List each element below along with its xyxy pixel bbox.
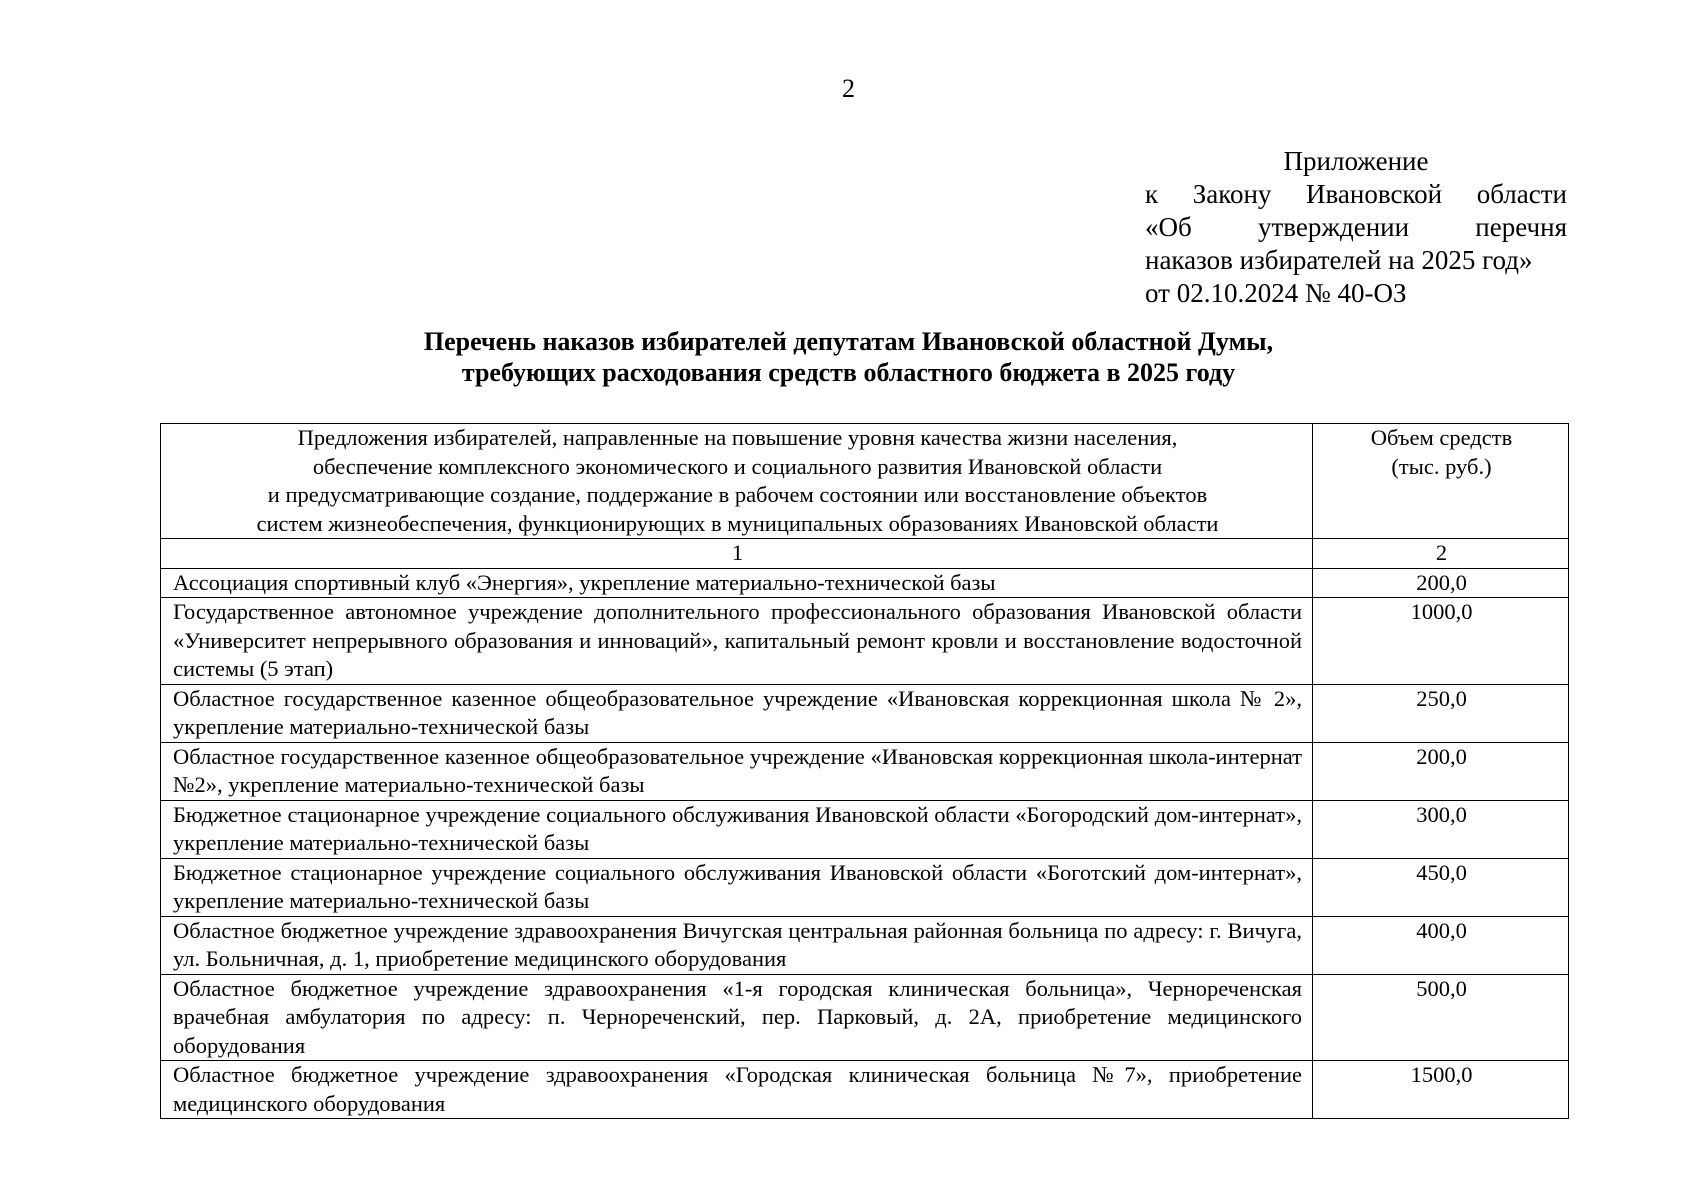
table-row <box>161 858 1569 916</box>
order-description: Бюджетное стационарное учреждение социального обслуживания Ивановской области «Богородский дом-интернат», укрепление материально-технической базы <box>161 800 1313 858</box>
order-description: Государственное автономное учреждение дополнительного профессионального образования Ивановской области «Университет непрерывного образования и инноваций», капитальный ремонт кровли и восстановление водосточной системы (5 этап) <box>161 598 1313 685</box>
column-number-2: 2 <box>1313 539 1569 569</box>
order-description: Ассоциация спортивный клуб «Энергия», укрепление материально-технической базы <box>161 568 1313 598</box>
header-volume-cell <box>1313 424 1569 539</box>
appendix-block <box>1145 145 1567 310</box>
orders-table <box>160 423 1569 1119</box>
order-description: Областное бюджетное учреждение здравоохранения «Городская клиническая больница №7», приобретение медицинского оборудования <box>161 1061 1313 1119</box>
document-title <box>0 326 1697 388</box>
table-header-row <box>161 424 1569 539</box>
order-amount: 200,0 <box>1313 742 1569 800</box>
order-description: Областное государственное казенное общеобразовательное учреждение «Ивановская коррекционная школа № 2», укрепление материально-технической базы <box>161 684 1313 742</box>
header-proposals-line: Предложения избирателей, направленные на повышение уровня качества жизни населения, <box>297 425 1178 450</box>
appendix-line-3: наказов избирателей на 2025 год» <box>1145 245 1533 275</box>
page-number: 2 <box>842 74 855 103</box>
header-proposals-line: систем жизнеобеспечения, функционирующих в муниципальных образованиях Ивановской области <box>256 510 1219 536</box>
order-description: Областное бюджетное учреждение здравоохранения «1-я городская клиническая больница», Чернореченская врачебная амбулатория по адресу: п. Чернореченский, пер. Парковый, д. 2А, приобретение медицинского оборудования <box>161 974 1313 1061</box>
order-amount: 300,0 <box>1313 800 1569 858</box>
order-description: Областное государственное казенное общеобразовательное учреждение «Ивановская коррекционная школа-интернат №2», укрепление материально-технической базы <box>161 742 1313 800</box>
header-volume-line: Объем средств <box>1370 425 1513 450</box>
table-row <box>161 742 1569 800</box>
order-description: Областное бюджетное учреждение здравоохранения Вичугская центральная районная больница по адресу: г. Вичуга, ул. Больничная, д. 1, приобретение медицинского оборудования <box>161 916 1313 974</box>
table-row <box>161 974 1569 1061</box>
header-proposals-line: и предусматривающие создание, поддержание в рабочем состоянии или восстановление объектов <box>267 482 1208 507</box>
document-title-line-2: требующих расходования средств областного бюджета в 2025 году <box>461 358 1236 387</box>
table-row <box>161 598 1569 685</box>
order-amount: 500,0 <box>1313 974 1569 1061</box>
appendix-title: Приложение <box>1283 146 1429 176</box>
order-amount: 200,0 <box>1313 568 1569 598</box>
header-proposals-line: обеспечение комплексного экономического и социального развития Ивановской области <box>312 453 1163 479</box>
column-number-row <box>161 539 1569 569</box>
order-amount: 250,0 <box>1313 684 1569 742</box>
column-number-1: 1 <box>161 539 1313 569</box>
appendix-line-1: к Закону Ивановской области <box>1145 179 1567 209</box>
document-title-line-1: Перечень наказов избирателей депутатам Ивановской областной Думы, <box>423 327 1274 356</box>
table-row <box>161 916 1569 974</box>
order-amount: 1000,0 <box>1313 598 1569 685</box>
header-volume-line: (тыс. руб.) <box>1391 453 1492 479</box>
appendix-line-2: «Об утверждении перечня <box>1145 212 1567 242</box>
table-row <box>161 1061 1569 1119</box>
order-amount: 450,0 <box>1313 858 1569 916</box>
table-row <box>161 800 1569 858</box>
order-description: Бюджетное стационарное учреждение социального обслуживания Ивановской области «Боготский дом-интернат», укрепление материально-технической базы <box>161 858 1313 916</box>
header-proposals-cell <box>161 424 1313 539</box>
table-row <box>161 568 1569 598</box>
table-row <box>161 684 1569 742</box>
order-amount: 400,0 <box>1313 916 1569 974</box>
order-amount: 1500,0 <box>1313 1061 1569 1119</box>
appendix-line-4: от 02.10.2024 № 40-ОЗ <box>1145 278 1407 308</box>
